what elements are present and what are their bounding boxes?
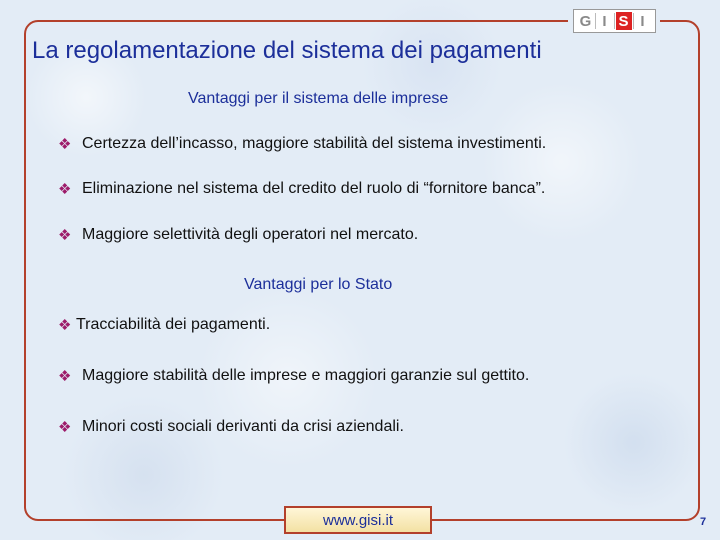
list-item (58, 418, 404, 436)
logo-letter-i2: I (640, 12, 645, 30)
logo-divider (595, 13, 596, 29)
list-item-text: Eliminazione nel sistema del credito del ruolo di “fornitore banca”. (82, 180, 546, 197)
logo-divider (633, 13, 634, 29)
logo-letter-i: I (602, 12, 607, 30)
website-link[interactable]: www.gisi.it (284, 506, 432, 534)
list-item (58, 135, 546, 153)
logo-box (573, 9, 656, 33)
list-item (58, 316, 270, 334)
logo-divider (614, 13, 615, 29)
section-heading-stato: Vantaggi per lo Stato (244, 276, 393, 293)
list-item (58, 367, 529, 385)
logo-letter-s: S (616, 12, 632, 30)
list-item-text: Minori costi sociali derivanti da crisi aziendali. (82, 418, 404, 435)
list-item-text: Maggiore stabilità delle imprese e maggiori garanzie sul gettito. (82, 367, 530, 384)
slide-title: La regolamentazione del sistema dei pagamenti (32, 37, 542, 64)
diamond-bullet-icon: ❖ (58, 317, 72, 334)
diamond-bullet-icon: ❖ (58, 227, 72, 244)
page-number: 7 (700, 516, 707, 528)
list-item (58, 226, 418, 244)
gisi-logo (568, 6, 660, 36)
diamond-bullet-icon: ❖ (58, 136, 72, 153)
list-item (58, 180, 545, 198)
diamond-bullet-icon: ❖ (58, 368, 72, 385)
diamond-bullet-icon: ❖ (58, 181, 72, 198)
diamond-bullet-icon: ❖ (58, 419, 72, 436)
list-item-text: Certezza dell’incasso, maggiore stabilità del sistema investimenti. (82, 135, 547, 152)
logo-letter-g: G (579, 12, 592, 30)
list-item-text: Tracciabilità dei pagamenti. (76, 316, 271, 333)
section-heading-imprese: Vantaggi per il sistema delle imprese (188, 90, 449, 107)
list-item-text: Maggiore selettività degli operatori nel mercato. (82, 226, 419, 243)
